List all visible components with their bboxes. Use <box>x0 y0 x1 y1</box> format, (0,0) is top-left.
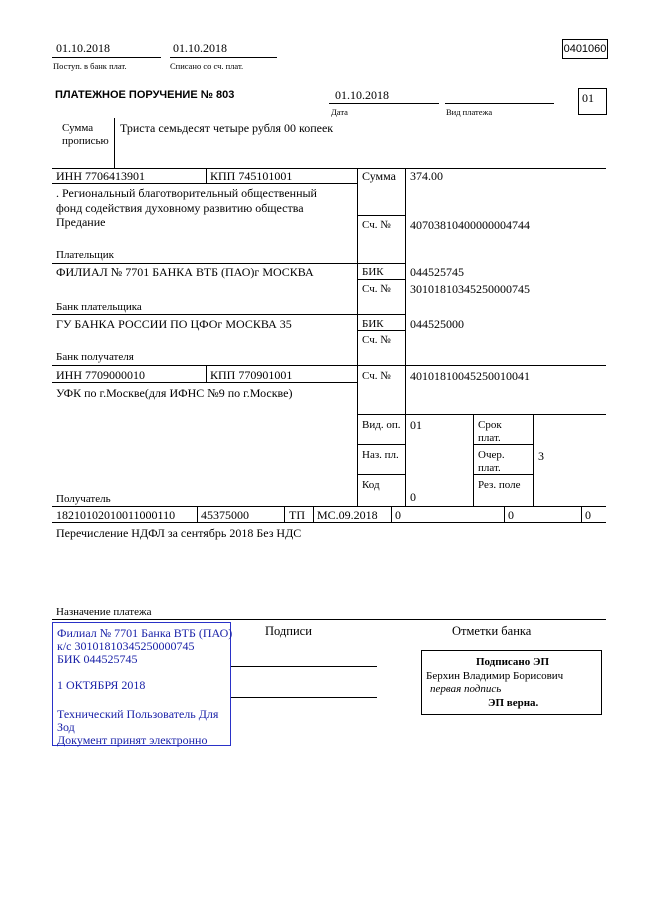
received-date-line <box>52 57 161 58</box>
bank-stamp-line-1: Филиал № 7701 Банка ВТБ (ПАО) <box>57 626 233 640</box>
priority-label-1: Очер. <box>478 449 505 461</box>
payee-bank-account-label: Сч. № <box>362 334 391 346</box>
payee-caption: Получатель <box>56 493 111 505</box>
payment-type-caption: Вид платежа <box>446 107 493 117</box>
purpose-text: Перечисление НДФЛ за сентябрь 2018 Без НДС <box>56 526 302 540</box>
date-caption: Дата <box>331 107 348 117</box>
payer-bank-caption: Банк плательщика <box>56 301 142 313</box>
priority-value: 3 <box>538 449 544 463</box>
signatures-label: Подписи <box>265 624 312 638</box>
payer-bank-name: ФИЛИАЛ № 7701 БАНКА ВТБ (ПАО)г МОСКВА <box>56 265 314 279</box>
signature-box-signer: Берхин Владимир Борисович <box>426 670 564 682</box>
bank-stamp-user-1: Технический Пользователь Для <box>57 707 219 721</box>
payer-bank-bik-label: БИК <box>362 266 384 278</box>
code-value: 0 <box>410 490 416 504</box>
payer-account: 40703810400000004744 <box>410 218 530 232</box>
received-caption: Поступ. в банк плат. <box>53 61 127 71</box>
tax-divider-5 <box>504 506 505 522</box>
inn-kpp-divider <box>206 168 207 183</box>
purpose-code-label: Наз. пл. <box>362 449 399 461</box>
bank-stamp-date: 1 ОКТЯБРЯ 2018 <box>57 678 146 692</box>
signature-box-verified: ЭП верна. <box>488 697 539 709</box>
tax-doc-number: 0 <box>395 508 401 522</box>
bank-stamp-line-2: к/с 30101810345250000745 <box>57 639 195 653</box>
amount-words-label-1: Сумма <box>62 122 94 134</box>
payer-name-line-3: Предание <box>56 215 106 229</box>
tax-divider-2 <box>284 506 285 522</box>
purpose-bottom-line <box>52 619 606 620</box>
payee-bank-bik: 044525000 <box>410 317 464 331</box>
payer-status-box <box>578 88 607 115</box>
payer-bank-bik: 044525745 <box>410 265 464 279</box>
debited-date-line <box>170 57 277 58</box>
payer-account-label: Сч. № <box>362 219 391 231</box>
payee-account: 40101810045250010041 <box>410 369 530 383</box>
payer-status: 01 <box>582 91 594 105</box>
payer-inn: ИНН 7706413901 <box>56 169 145 183</box>
payee-inn: ИНН 7709000010 <box>56 368 145 382</box>
amount-label: Сумма <box>362 169 396 183</box>
tax-divider-6 <box>581 506 582 522</box>
amount-value: 374.00 <box>410 169 443 183</box>
amount-words-label-2: прописью <box>62 135 109 147</box>
bank-stamp-line-3: БИК 044525745 <box>57 652 138 666</box>
account-cell-bottom <box>357 414 606 415</box>
payer-name-line-2: фонд содействия духовному развитию общества <box>56 201 304 215</box>
payee-bank-name: ГУ БАНКА РОССИИ ПО ЦФОг МОСКВА 35 <box>56 317 292 331</box>
signature-line-2 <box>231 697 377 698</box>
term-label-1: Срок <box>478 419 502 431</box>
bank-stamp <box>52 622 231 746</box>
payee-bank-bik-label: БИК <box>362 318 384 330</box>
date-line <box>329 103 439 104</box>
payee-inn-kpp-divider <box>206 365 207 382</box>
debited-caption: Списано со сч. плат. <box>170 61 244 71</box>
payment-type-line <box>445 103 554 104</box>
payee-bottom <box>52 506 606 507</box>
amount-words-text: Триста семьдесят четыре рубля 00 копеек <box>120 121 334 135</box>
main-vertical-1 <box>357 168 358 506</box>
signature-box-title: Подписано ЭП <box>475 656 550 668</box>
inn-row-bottom <box>52 183 357 184</box>
op-type-value: 01 <box>410 418 422 432</box>
signature-line-1 <box>231 666 377 667</box>
payer-kpp: КПП 745101001 <box>210 169 293 183</box>
bank-stamp-user-2: Зод <box>57 720 75 734</box>
reserve-label: Рез. поле <box>478 479 521 491</box>
tax-kbk: 18210102010011000110 <box>56 508 176 522</box>
received-date: 01.10.2018 <box>56 41 110 55</box>
priority-label-2: плат. <box>478 462 501 474</box>
bank-marks-label: Отметки банка <box>452 624 532 638</box>
tax-period: МС.09.2018 <box>317 508 378 522</box>
document-date: 01.10.2018 <box>335 88 389 102</box>
payee-kpp: КПП 770901001 <box>210 368 293 382</box>
tax-row-bottom <box>52 522 606 523</box>
payer-bank-bottom <box>52 314 405 315</box>
main-vertical-2 <box>405 168 406 506</box>
codes-vertical-2 <box>533 414 534 506</box>
payer-bank-account-label: Сч. № <box>362 283 391 295</box>
bank-stamp-accepted: Документ принят электронно <box>57 733 208 747</box>
amount-cell-bottom <box>357 215 405 216</box>
payee-inn-row-bottom <box>52 382 357 383</box>
term-label-2: плат. <box>478 432 501 444</box>
signature-box <box>421 650 602 715</box>
payee-bank-caption: Банк получателя <box>56 351 134 363</box>
form-code-box <box>562 39 608 59</box>
tax-basis: ТП <box>289 508 305 522</box>
payee-bank-bottom <box>52 365 606 366</box>
op-type-label: Вид. оп. <box>362 419 401 431</box>
codes-vertical-1 <box>473 414 474 506</box>
payer-bank-bik-bottom <box>357 279 405 280</box>
tax-divider-3 <box>313 506 314 522</box>
tax-divider-4 <box>391 506 392 522</box>
form-code: 0401060 <box>563 43 607 55</box>
tax-oktmo: 45375000 <box>201 508 249 522</box>
payer-caption: Плательщик <box>56 249 114 261</box>
tax-divider-1 <box>197 506 198 522</box>
signature-box-role: первая подпись <box>430 683 502 695</box>
document-title: ПЛАТЕЖНОЕ ПОРУЧЕНИЕ № 803 <box>55 89 235 101</box>
amount-words-divider <box>114 118 115 168</box>
purpose-code-bottom <box>357 474 405 475</box>
purpose-caption: Назначение платежа <box>56 606 152 618</box>
payer-bank-account: 30101810345250000745 <box>410 282 530 296</box>
payer-bottom <box>52 263 405 264</box>
code-label: Код <box>362 479 380 491</box>
payee-account-label: Сч. № <box>362 370 391 382</box>
tax-doc-date: 0 <box>508 508 514 522</box>
debited-date: 01.10.2018 <box>173 41 227 55</box>
op-type-bottom <box>357 444 405 445</box>
payee-name: УФК по г.Москве(для ИФНС №9 по г.Москве) <box>56 386 293 400</box>
tax-type: 0 <box>585 508 591 522</box>
payer-name-line-1: . Региональный благотворительный общественный <box>56 186 317 200</box>
